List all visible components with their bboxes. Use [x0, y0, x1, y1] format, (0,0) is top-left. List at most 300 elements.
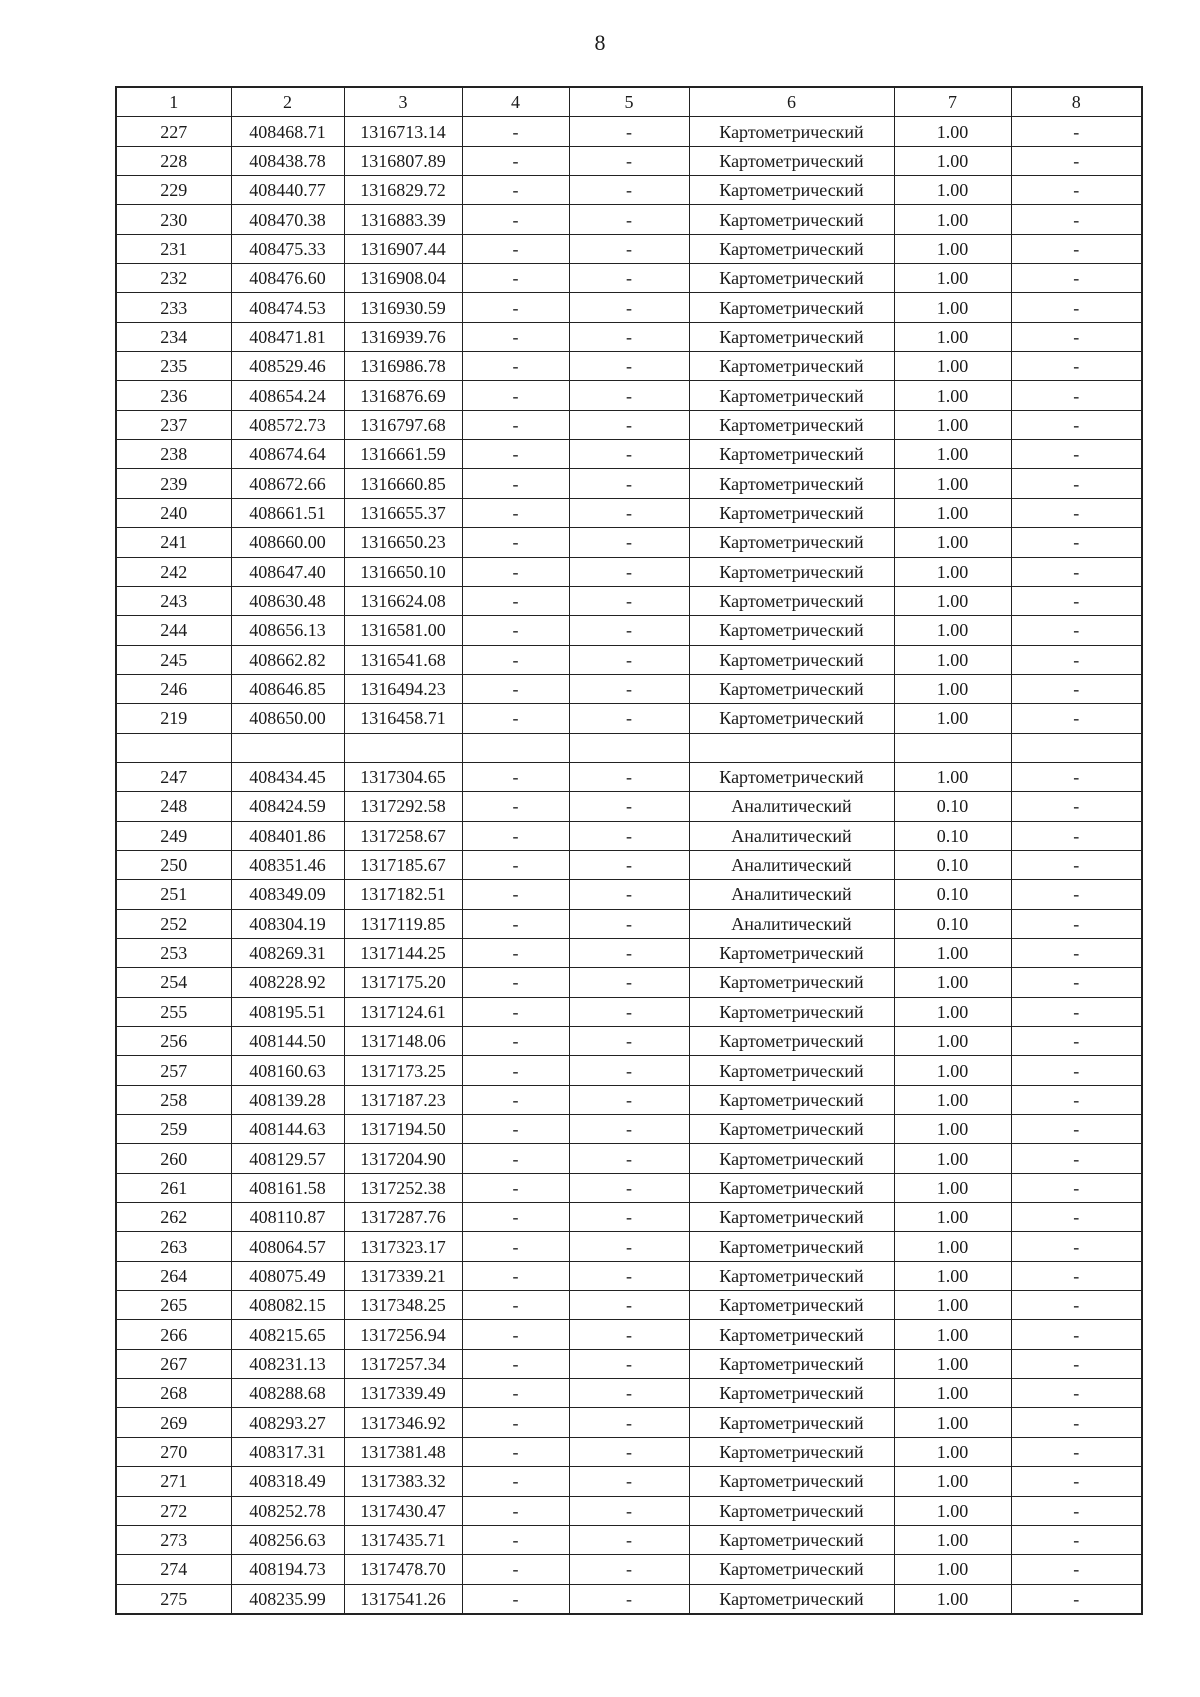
point-number-cell: 229 [116, 176, 231, 205]
col4-value-cell: - [462, 1027, 569, 1056]
x-coordinate-cell: 408438.78 [231, 146, 344, 175]
col8-value-cell: - [1011, 1261, 1142, 1290]
col8-value-cell: - [1011, 381, 1142, 410]
point-number-cell: 268 [116, 1379, 231, 1408]
x-coordinate-cell: 408672.66 [231, 469, 344, 498]
col8-value-cell: - [1011, 176, 1142, 205]
col4-value-cell [462, 733, 569, 762]
accuracy-cell: 1.00 [894, 1349, 1011, 1378]
method-cell: Картометрический [689, 234, 894, 263]
accuracy-cell: 1.00 [894, 674, 1011, 703]
table-row [116, 264, 1142, 293]
x-coordinate-cell: 408674.64 [231, 440, 344, 469]
point-number-cell: 219 [116, 704, 231, 733]
col8-value-cell: - [1011, 1349, 1142, 1378]
accuracy-cell: 1.00 [894, 410, 1011, 439]
table-row [116, 997, 1142, 1026]
x-coordinate-cell: 408468.71 [231, 117, 344, 146]
x-coordinate-cell: 408471.81 [231, 322, 344, 351]
col5-value-cell: - [569, 1291, 689, 1320]
col8-value-cell: - [1011, 704, 1142, 733]
col5-value-cell [569, 733, 689, 762]
table-row [116, 1349, 1142, 1378]
point-number-cell: 250 [116, 850, 231, 879]
y-coordinate-cell: 1316661.59 [344, 440, 462, 469]
point-number-cell: 273 [116, 1525, 231, 1554]
method-cell: Картометрический [689, 1173, 894, 1202]
col8-value-cell: - [1011, 645, 1142, 674]
x-coordinate-cell: 408424.59 [231, 792, 344, 821]
method-cell: Картометрический [689, 264, 894, 293]
table-row [116, 880, 1142, 909]
accuracy-cell: 1.00 [894, 176, 1011, 205]
accuracy-cell: 1.00 [894, 616, 1011, 645]
y-coordinate-cell: 1316876.69 [344, 381, 462, 410]
accuracy-cell: 1.00 [894, 1232, 1011, 1261]
col8-value-cell [1011, 733, 1142, 762]
x-coordinate-cell: 408401.86 [231, 821, 344, 850]
method-cell [689, 733, 894, 762]
y-coordinate-cell: 1317339.49 [344, 1379, 462, 1408]
y-coordinate-cell: 1317478.70 [344, 1555, 462, 1584]
method-cell: Картометрический [689, 1056, 894, 1085]
method-cell: Картометрический [689, 704, 894, 733]
column-header-8: 8 [1011, 87, 1142, 117]
method-cell: Картометрический [689, 205, 894, 234]
x-coordinate-cell: 408647.40 [231, 557, 344, 586]
col4-value-cell: - [462, 1320, 569, 1349]
x-coordinate-cell: 408656.13 [231, 616, 344, 645]
method-cell: Аналитический [689, 821, 894, 850]
method-cell: Картометрический [689, 1320, 894, 1349]
accuracy-cell: 1.00 [894, 469, 1011, 498]
col5-value-cell: - [569, 1173, 689, 1202]
col5-value-cell: - [569, 616, 689, 645]
col5-value-cell: - [569, 1437, 689, 1466]
col8-value-cell: - [1011, 1291, 1142, 1320]
table-row [116, 586, 1142, 615]
col5-value-cell: - [569, 909, 689, 938]
accuracy-cell: 1.00 [894, 1496, 1011, 1525]
table-row [116, 381, 1142, 410]
y-coordinate-cell: 1317435.71 [344, 1525, 462, 1554]
col5-value-cell: - [569, 586, 689, 615]
column-header-4: 4 [462, 87, 569, 117]
col4-value-cell: - [462, 645, 569, 674]
col4-value-cell: - [462, 1056, 569, 1085]
x-coordinate-cell: 408572.73 [231, 410, 344, 439]
col5-value-cell: - [569, 381, 689, 410]
x-coordinate-cell: 408662.82 [231, 645, 344, 674]
table-row [116, 322, 1142, 351]
table-row [116, 1467, 1142, 1496]
table-row [116, 909, 1142, 938]
col4-value-cell: - [462, 850, 569, 879]
point-number-cell: 239 [116, 469, 231, 498]
x-coordinate-cell: 408304.19 [231, 909, 344, 938]
method-cell: Картометрический [689, 176, 894, 205]
method-cell: Картометрический [689, 557, 894, 586]
col5-value-cell: - [569, 352, 689, 381]
accuracy-cell: 1.00 [894, 704, 1011, 733]
col4-value-cell: - [462, 704, 569, 733]
point-number-cell [116, 733, 231, 762]
point-number-cell: 252 [116, 909, 231, 938]
table-row [116, 1408, 1142, 1437]
col8-value-cell: - [1011, 792, 1142, 821]
accuracy-cell: 0.10 [894, 821, 1011, 850]
x-coordinate-cell: 408235.99 [231, 1584, 344, 1614]
x-coordinate-cell: 408650.00 [231, 704, 344, 733]
method-cell: Картометрический [689, 586, 894, 615]
accuracy-cell: 1.00 [894, 440, 1011, 469]
method-cell: Картометрический [689, 1085, 894, 1114]
col8-value-cell: - [1011, 1027, 1142, 1056]
col5-value-cell: - [569, 1584, 689, 1614]
x-coordinate-cell: 408252.78 [231, 1496, 344, 1525]
method-cell: Картометрический [689, 117, 894, 146]
accuracy-cell: 1.00 [894, 586, 1011, 615]
point-number-cell: 237 [116, 410, 231, 439]
col5-value-cell: - [569, 322, 689, 351]
y-coordinate-cell: 1317258.67 [344, 821, 462, 850]
accuracy-cell: 1.00 [894, 1437, 1011, 1466]
col5-value-cell: - [569, 674, 689, 703]
point-number-cell: 256 [116, 1027, 231, 1056]
y-coordinate-cell: 1316883.39 [344, 205, 462, 234]
col5-value-cell: - [569, 762, 689, 791]
col4-value-cell: - [462, 440, 569, 469]
method-cell: Картометрический [689, 1437, 894, 1466]
point-number-cell: 264 [116, 1261, 231, 1290]
point-number-cell: 260 [116, 1144, 231, 1173]
y-coordinate-cell: 1317124.61 [344, 997, 462, 1026]
col5-value-cell: - [569, 1525, 689, 1554]
x-coordinate-cell: 408660.00 [231, 528, 344, 557]
y-coordinate-cell: 1316494.23 [344, 674, 462, 703]
y-coordinate-cell: 1317323.17 [344, 1232, 462, 1261]
coordinates-table [115, 86, 1143, 1615]
column-header-3: 3 [344, 87, 462, 117]
y-coordinate-cell [344, 733, 462, 762]
x-coordinate-cell: 408195.51 [231, 997, 344, 1026]
y-coordinate-cell: 1317175.20 [344, 968, 462, 997]
col5-value-cell: - [569, 1085, 689, 1114]
x-coordinate-cell: 408082.15 [231, 1291, 344, 1320]
col8-value-cell: - [1011, 1056, 1142, 1085]
y-coordinate-cell: 1316458.71 [344, 704, 462, 733]
point-number-cell: 258 [116, 1085, 231, 1114]
accuracy-cell [894, 733, 1011, 762]
accuracy-cell: 1.00 [894, 1085, 1011, 1114]
accuracy-cell: 1.00 [894, 1115, 1011, 1144]
method-cell: Картометрический [689, 1349, 894, 1378]
column-header-7: 7 [894, 87, 1011, 117]
col8-value-cell: - [1011, 352, 1142, 381]
col4-value-cell: - [462, 880, 569, 909]
table-row [116, 792, 1142, 821]
col4-value-cell: - [462, 997, 569, 1026]
x-coordinate-cell: 408231.13 [231, 1349, 344, 1378]
col5-value-cell: - [569, 938, 689, 967]
x-coordinate-cell: 408440.77 [231, 176, 344, 205]
table-row [116, 821, 1142, 850]
col8-value-cell: - [1011, 1203, 1142, 1232]
col8-value-cell: - [1011, 1408, 1142, 1437]
col8-value-cell: - [1011, 968, 1142, 997]
col8-value-cell: - [1011, 1320, 1142, 1349]
method-cell: Картометрический [689, 616, 894, 645]
point-number-cell: 247 [116, 762, 231, 791]
method-cell: Картометрический [689, 440, 894, 469]
accuracy-cell: 1.00 [894, 322, 1011, 351]
point-number-cell: 244 [116, 616, 231, 645]
method-cell: Картометрический [689, 322, 894, 351]
method-cell: Картометрический [689, 645, 894, 674]
accuracy-cell: 1.00 [894, 146, 1011, 175]
method-cell: Картометрический [689, 1291, 894, 1320]
y-coordinate-cell: 1316908.04 [344, 264, 462, 293]
col4-value-cell: - [462, 1144, 569, 1173]
accuracy-cell: 1.00 [894, 645, 1011, 674]
y-coordinate-cell: 1317541.26 [344, 1584, 462, 1614]
table-row [116, 440, 1142, 469]
method-cell: Картометрический [689, 674, 894, 703]
col5-value-cell: - [569, 1408, 689, 1437]
col5-value-cell: - [569, 850, 689, 879]
y-coordinate-cell: 1316624.08 [344, 586, 462, 615]
col4-value-cell: - [462, 322, 569, 351]
col4-value-cell: - [462, 1467, 569, 1496]
col4-value-cell: - [462, 909, 569, 938]
method-cell: Картометрический [689, 1232, 894, 1261]
column-header-1: 1 [116, 87, 231, 117]
col4-value-cell: - [462, 1408, 569, 1437]
column-header-2: 2 [231, 87, 344, 117]
point-number-cell: 254 [116, 968, 231, 997]
y-coordinate-cell: 1317292.58 [344, 792, 462, 821]
method-cell: Картометрический [689, 381, 894, 410]
col4-value-cell: - [462, 1437, 569, 1466]
y-coordinate-cell: 1316907.44 [344, 234, 462, 263]
col5-value-cell: - [569, 1320, 689, 1349]
point-number-cell: 236 [116, 381, 231, 410]
x-coordinate-cell: 408318.49 [231, 1467, 344, 1496]
y-coordinate-cell: 1316660.85 [344, 469, 462, 498]
col5-value-cell: - [569, 498, 689, 527]
accuracy-cell: 1.00 [894, 352, 1011, 381]
col8-value-cell: - [1011, 938, 1142, 967]
y-coordinate-cell: 1316655.37 [344, 498, 462, 527]
col5-value-cell: - [569, 410, 689, 439]
method-cell: Картометрический [689, 938, 894, 967]
col4-value-cell: - [462, 1203, 569, 1232]
col5-value-cell: - [569, 880, 689, 909]
col8-value-cell: - [1011, 234, 1142, 263]
accuracy-cell: 1.00 [894, 1203, 1011, 1232]
point-number-cell: 232 [116, 264, 231, 293]
x-coordinate-cell: 408470.38 [231, 205, 344, 234]
col8-value-cell: - [1011, 1437, 1142, 1466]
table-row [116, 176, 1142, 205]
col5-value-cell: - [569, 1496, 689, 1525]
accuracy-cell: 1.00 [894, 117, 1011, 146]
accuracy-cell: 1.00 [894, 1027, 1011, 1056]
x-coordinate-cell: 408215.65 [231, 1320, 344, 1349]
table-row [116, 1027, 1142, 1056]
accuracy-cell: 1.00 [894, 968, 1011, 997]
y-coordinate-cell: 1316581.00 [344, 616, 462, 645]
col8-value-cell: - [1011, 762, 1142, 791]
col8-value-cell: - [1011, 498, 1142, 527]
x-coordinate-cell: 408475.33 [231, 234, 344, 263]
x-coordinate-cell: 408256.63 [231, 1525, 344, 1554]
table-row [116, 557, 1142, 586]
col5-value-cell: - [569, 1349, 689, 1378]
table-row [116, 1232, 1142, 1261]
col8-value-cell: - [1011, 264, 1142, 293]
point-number-cell: 227 [116, 117, 231, 146]
point-number-cell: 274 [116, 1555, 231, 1584]
col4-value-cell: - [462, 293, 569, 322]
table-row [116, 762, 1142, 791]
col5-value-cell: - [569, 792, 689, 821]
col8-value-cell: - [1011, 850, 1142, 879]
col4-value-cell: - [462, 1525, 569, 1554]
table-row [116, 1056, 1142, 1085]
col4-value-cell: - [462, 498, 569, 527]
col5-value-cell: - [569, 997, 689, 1026]
y-coordinate-cell: 1316807.89 [344, 146, 462, 175]
method-cell: Аналитический [689, 792, 894, 821]
table-header [116, 87, 1142, 117]
y-coordinate-cell: 1317119.85 [344, 909, 462, 938]
point-number-cell: 272 [116, 1496, 231, 1525]
x-coordinate-cell: 408160.63 [231, 1056, 344, 1085]
col4-value-cell: - [462, 586, 569, 615]
col5-value-cell: - [569, 1232, 689, 1261]
x-coordinate-cell: 408139.28 [231, 1085, 344, 1114]
table-row [116, 293, 1142, 322]
col8-value-cell: - [1011, 322, 1142, 351]
accuracy-cell: 1.00 [894, 1555, 1011, 1584]
method-cell: Картометрический [689, 498, 894, 527]
accuracy-cell: 1.00 [894, 1379, 1011, 1408]
col4-value-cell: - [462, 1115, 569, 1144]
col4-value-cell: - [462, 1261, 569, 1290]
method-cell: Картометрический [689, 1467, 894, 1496]
table-row [116, 1320, 1142, 1349]
col8-value-cell: - [1011, 440, 1142, 469]
table-row [116, 1203, 1142, 1232]
x-coordinate-cell: 408661.51 [231, 498, 344, 527]
table-row [116, 645, 1142, 674]
y-coordinate-cell: 1317381.48 [344, 1437, 462, 1466]
col8-value-cell: - [1011, 616, 1142, 645]
x-coordinate-cell: 408474.53 [231, 293, 344, 322]
accuracy-cell: 0.10 [894, 880, 1011, 909]
method-cell: Картометрический [689, 968, 894, 997]
x-coordinate-cell: 408646.85 [231, 674, 344, 703]
accuracy-cell: 0.10 [894, 909, 1011, 938]
y-coordinate-cell: 1316829.72 [344, 176, 462, 205]
y-coordinate-cell: 1317304.65 [344, 762, 462, 791]
point-number-cell: 259 [116, 1115, 231, 1144]
table-row [116, 704, 1142, 733]
y-coordinate-cell: 1316541.68 [344, 645, 462, 674]
point-number-cell: 269 [116, 1408, 231, 1437]
point-number-cell: 243 [116, 586, 231, 615]
point-number-cell: 249 [116, 821, 231, 850]
method-cell: Картометрический [689, 410, 894, 439]
table-row [116, 1173, 1142, 1202]
col8-value-cell: - [1011, 410, 1142, 439]
col8-value-cell: - [1011, 205, 1142, 234]
x-coordinate-cell: 408476.60 [231, 264, 344, 293]
method-cell: Картометрический [689, 762, 894, 791]
point-number-cell: 234 [116, 322, 231, 351]
col8-value-cell: - [1011, 1144, 1142, 1173]
col8-value-cell: - [1011, 880, 1142, 909]
page-number: 8 [594, 30, 606, 55]
point-number-cell: 238 [116, 440, 231, 469]
table-row [116, 1379, 1142, 1408]
table-row [116, 733, 1142, 762]
col8-value-cell: - [1011, 293, 1142, 322]
col8-value-cell: - [1011, 674, 1142, 703]
col8-value-cell: - [1011, 146, 1142, 175]
x-coordinate-cell: 408288.68 [231, 1379, 344, 1408]
col8-value-cell: - [1011, 1584, 1142, 1614]
point-number-cell: 233 [116, 293, 231, 322]
table-row [116, 1115, 1142, 1144]
col8-value-cell: - [1011, 909, 1142, 938]
method-cell: Картометрический [689, 146, 894, 175]
col4-value-cell: - [462, 557, 569, 586]
point-number-cell: 263 [116, 1232, 231, 1261]
y-coordinate-cell: 1317256.94 [344, 1320, 462, 1349]
y-coordinate-cell: 1316650.23 [344, 528, 462, 557]
point-number-cell: 240 [116, 498, 231, 527]
column-header-6: 6 [689, 87, 894, 117]
col5-value-cell: - [569, 557, 689, 586]
point-number-cell: 251 [116, 880, 231, 909]
col8-value-cell: - [1011, 997, 1142, 1026]
col4-value-cell: - [462, 234, 569, 263]
col4-value-cell: - [462, 381, 569, 410]
x-coordinate-cell: 408349.09 [231, 880, 344, 909]
point-number-cell: 262 [116, 1203, 231, 1232]
point-number-cell: 255 [116, 997, 231, 1026]
method-cell: Картометрический [689, 1144, 894, 1173]
x-coordinate-cell: 408317.31 [231, 1437, 344, 1466]
col8-value-cell: - [1011, 1496, 1142, 1525]
accuracy-cell: 1.00 [894, 1525, 1011, 1554]
col5-value-cell: - [569, 146, 689, 175]
point-number-cell: 230 [116, 205, 231, 234]
x-coordinate-cell: 408194.73 [231, 1555, 344, 1584]
x-coordinate-cell: 408228.92 [231, 968, 344, 997]
method-cell: Картометрический [689, 1115, 894, 1144]
method-cell: Картометрический [689, 1408, 894, 1437]
col8-value-cell: - [1011, 528, 1142, 557]
y-coordinate-cell: 1317182.51 [344, 880, 462, 909]
col5-value-cell: - [569, 234, 689, 263]
method-cell: Картометрический [689, 997, 894, 1026]
col4-value-cell: - [462, 1496, 569, 1525]
table-row [116, 1584, 1142, 1614]
col8-value-cell: - [1011, 469, 1142, 498]
